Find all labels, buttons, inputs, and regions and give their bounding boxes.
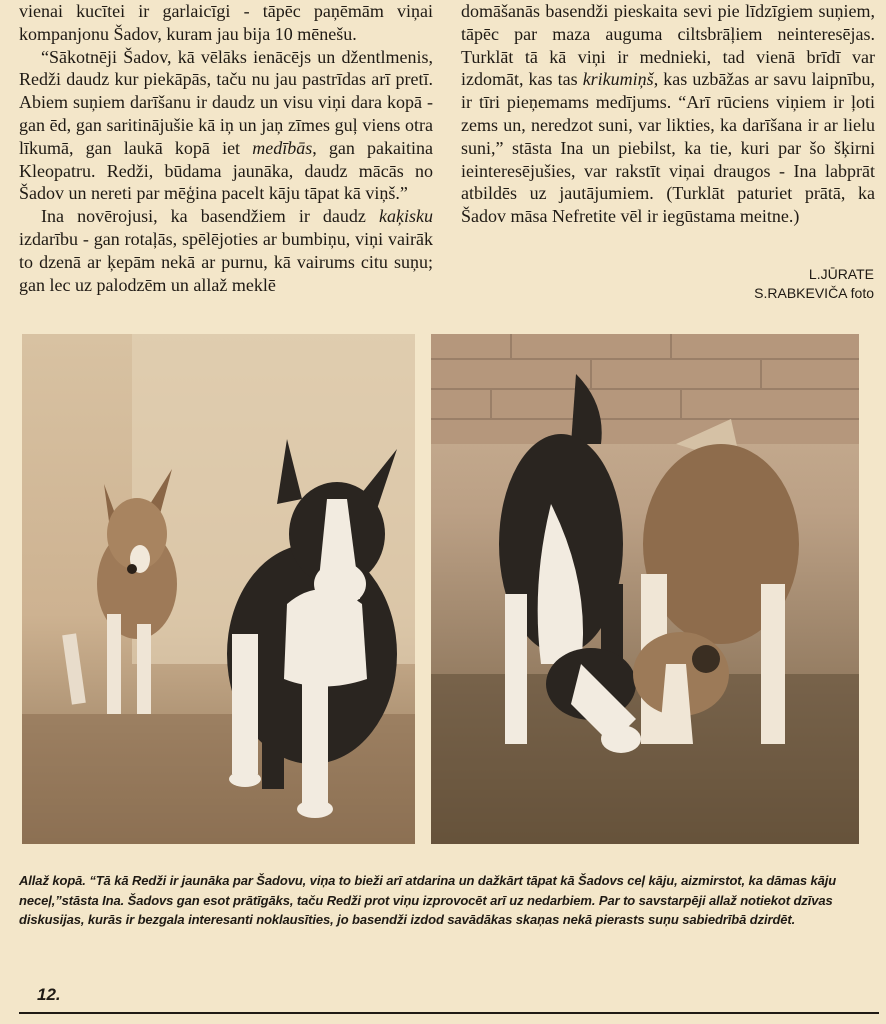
article-right-column xyxy=(461,0,875,310)
bottom-rule xyxy=(19,1012,879,1014)
left-paragraph-2-text: “Sākotnēji Šadov, kā vēlāks ienācējs un džentlmenis, Redži daudz kur piekāpās, taču nu jau pastrīdas arī pretī. Abiem suņiem darīšanu ir daudz un visu viņi dara kopā - gan ēd, gan saritinājušie kā iņ un jaņ zīmes guļ viens otra līkumā, gan laukā kopā iet xyxy=(19,46,433,158)
byline xyxy=(754,265,874,303)
two-dogs-sniffing-photo xyxy=(431,334,859,844)
dogs-sniffing-illustration xyxy=(431,334,859,844)
left-paragraph-2 xyxy=(19,46,433,206)
article-left-column xyxy=(19,0,433,330)
left-paragraph-3-italic: kaķisku xyxy=(379,206,433,227)
left-paragraph-2-end: , gan pakaitina Kleopatru. Redži, būdama jaunāka, daudz mācās no Šadov un nereti par mēģina pacelt kāju tāpat kā viņš.” xyxy=(19,137,433,204)
page-number: 12. xyxy=(37,985,61,1004)
right-paragraph-1-italic: krikumiņš xyxy=(582,69,654,90)
two-dogs-running-photo xyxy=(22,334,415,844)
right-paragraph-1-text: domāšanās basendži pieskaita sevi pie līdzīgiem suņiem, tāpēc par maza auguma ciltsbrāļiem neinteresējas. Turklāt tā kā viņi ir mednieki, tad vienā brīdī var izdomāt, kas tas xyxy=(461,1,875,90)
right-paragraph-1-end: , kas uzbāžas ar savu laipnību, ir tīri pieņemams medījums. “Arī rūciens viņiem ir ļoti zems un, neredzot suni, var likties, ka darīšana ir ar lielu suni,” stāsta Ina un piebilst, ka tie, kuri par šo šķirni ieinteresējušies, var rakstīt viņai draugos - Ina labprāt atbildēs uz jautājumiem. (Turklāt paturiet prātā, ka Šadov māsa Nefretite vēl ir iegūstama meitne.) xyxy=(461,69,875,227)
left-paragraph-3 xyxy=(19,205,433,296)
left-paragraph-2-italic: medībās xyxy=(252,137,313,158)
left-paragraph-3-text: Ina novērojusi, ka basendžiem ir daudz xyxy=(41,206,380,227)
photo-caption: Allaž kopā. “Tā kā Redži ir jaunāka par Šadovu, viņa to bieži arī atdarina un dažkārt tāpat kā Šadovs ceļ kāju, aizmirstot, ka dāmas kāju neceļ,”stāsta Ina. Šadovs gan esot prātīgāks, taču Redži prot viņu izprovocēt arī uz nedarbiem. Par to savstarpēji allaž notiekot dzīvas diskusijas, kurās ir bezgala interesanti noklausīties, jo basendži izdod savādākas skaņas nekā pierasts suņu sabiedrībā dzirdēt. xyxy=(19,873,837,927)
dogs-running-illustration xyxy=(22,334,415,844)
author-name: L.JŪRATE xyxy=(808,266,874,282)
right-paragraph-1 xyxy=(461,0,875,228)
photo-credit: S.RABKEVIČA foto xyxy=(754,285,874,301)
left-paragraph-3-end: izdarību - gan rotaļās, spēlējoties ar bumbiņu, viņi vairāk to dzenā ar ķepām nekā ar purnu, kā vairums citu suņu; gan lec uz palodzēm un allaž meklē xyxy=(19,228,433,295)
left-paragraph-1: vienai kucītei ir garlaicīgi - tāpēc paņēmām viņai kompanjonu Šadov, kuram jau bija 10 mēnešu. xyxy=(19,1,433,44)
